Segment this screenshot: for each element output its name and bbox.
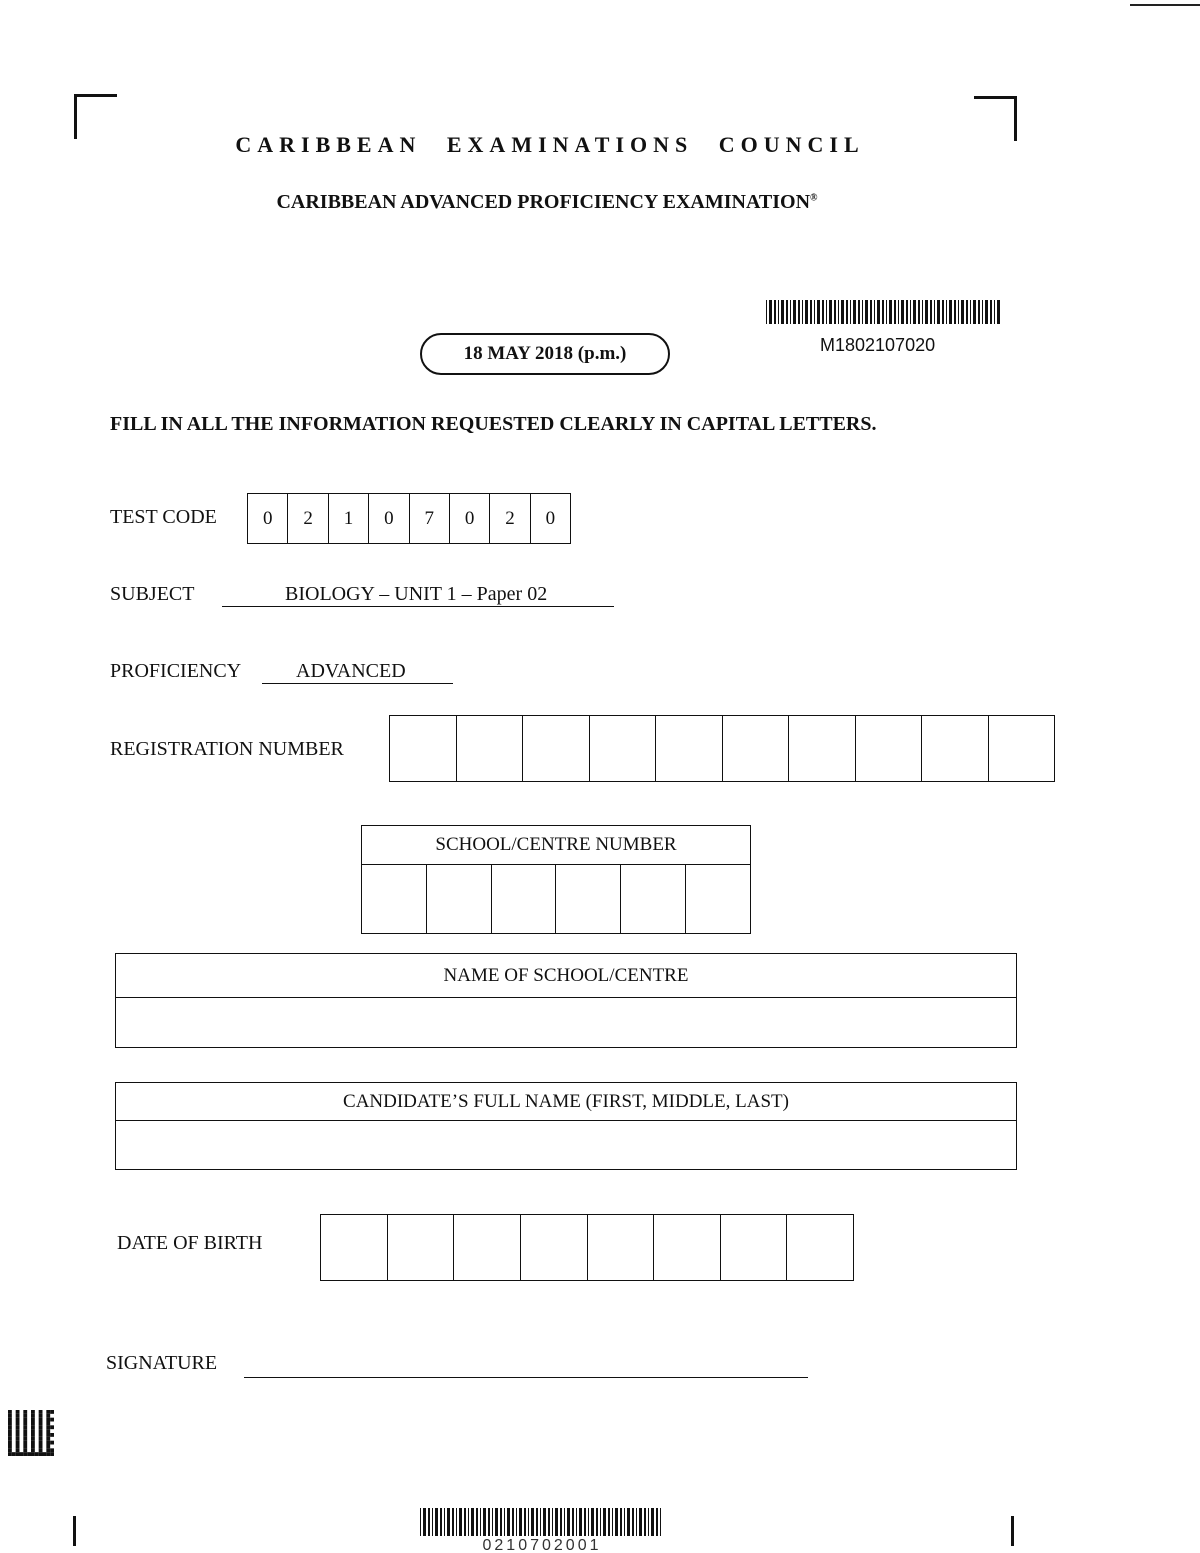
matrix-module <box>23 1448 27 1452</box>
test-code-label: TEST CODE <box>110 506 217 528</box>
scan-edge-line <box>1130 4 1200 6</box>
subject-value: BIOLOGY – UNIT 1 – Paper 02 <box>222 583 614 607</box>
barcode-bar <box>555 1508 558 1536</box>
matrix-module <box>39 1414 43 1418</box>
matrix-module <box>16 1422 20 1426</box>
matrix-module <box>50 1452 54 1456</box>
matrix-module <box>39 1425 43 1429</box>
school-name-field[interactable] <box>116 998 1016 1046</box>
barcode-bar <box>456 1508 457 1536</box>
registration-number-cell[interactable] <box>723 716 790 781</box>
barcode-bar <box>910 300 911 324</box>
barcode-bar <box>636 1508 637 1536</box>
barcode-bar <box>858 300 860 324</box>
proficiency-label: PROFICIENCY <box>110 660 242 682</box>
matrix-module <box>8 1448 12 1452</box>
matrix-module <box>46 1445 50 1449</box>
matrix-module <box>50 1425 54 1429</box>
barcode-bar <box>814 300 815 324</box>
barcode-bar <box>524 1508 526 1536</box>
barcode-bar <box>838 300 839 324</box>
barcode-bar <box>841 300 844 324</box>
barcode-bar <box>428 1508 430 1536</box>
exam-date-badge: 18 MAY 2018 (p.m.) <box>420 333 670 375</box>
matrix-module <box>39 1433 43 1437</box>
matrix-module <box>46 1422 50 1426</box>
matrix-module <box>39 1429 43 1433</box>
barcode-bar <box>639 1508 642 1536</box>
barcode-bar <box>970 300 971 324</box>
barcode-bar <box>898 300 899 324</box>
corner-mark-bottom-left <box>73 1516 76 1546</box>
test-code-digit: 0 <box>248 494 288 543</box>
matrix-module <box>8 1422 12 1426</box>
barcode-bar <box>922 300 923 324</box>
barcode-bar <box>500 1508 502 1536</box>
barcode-bar <box>660 1508 661 1536</box>
matrix-module <box>31 1425 35 1429</box>
barcode-bar <box>552 1508 553 1536</box>
matrix-module <box>8 1410 12 1414</box>
matrix-module <box>39 1452 43 1456</box>
matrix-module <box>31 1437 35 1441</box>
test-code-digit: 1 <box>329 494 369 543</box>
barcode-bar <box>949 300 952 324</box>
matrix-module <box>16 1425 20 1429</box>
registration-number-boxes <box>389 715 1055 782</box>
barcode-bar <box>579 1508 582 1536</box>
barcode-bar <box>468 1508 469 1536</box>
school-name-box <box>115 953 1017 1048</box>
matrix-module <box>8 1452 12 1456</box>
matrix-module <box>23 1445 27 1449</box>
barcode-bar <box>790 300 791 324</box>
date-of-birth-cell[interactable] <box>721 1215 788 1280</box>
barcode-bar <box>620 1508 622 1536</box>
barcode-bar <box>447 1508 450 1536</box>
signature-line[interactable] <box>244 1355 808 1378</box>
registered-mark: ® <box>810 192 818 204</box>
matrix-module <box>16 1418 20 1422</box>
matrix-module <box>23 1437 27 1441</box>
matrix-module <box>8 1445 12 1449</box>
matrix-module <box>8 1429 12 1433</box>
matrix-module <box>23 1433 27 1437</box>
barcode-bar <box>435 1508 438 1536</box>
barcode-bar <box>528 1508 529 1536</box>
barcode-bar <box>853 300 856 324</box>
registration-number-cell[interactable] <box>457 716 524 781</box>
barcode-bar <box>567 1508 570 1536</box>
barcode-bar <box>774 300 776 324</box>
barcode-bar <box>651 1508 654 1536</box>
school-name-label: NAME OF SCHOOL/CENTRE <box>116 954 1016 998</box>
barcode-bar <box>444 1508 445 1536</box>
barcode-bar <box>600 1508 601 1536</box>
barcode-bar <box>495 1508 498 1536</box>
barcode-bar <box>476 1508 478 1536</box>
proficiency-value: ADVANCED <box>262 660 453 684</box>
barcode-bar <box>946 300 947 324</box>
barcode-bar <box>452 1508 454 1536</box>
barcode-bar <box>870 300 872 324</box>
matrix-module <box>39 1418 43 1422</box>
matrix-module <box>8 1441 12 1445</box>
barcode-bar <box>834 300 836 324</box>
barcode-top <box>766 300 1002 324</box>
barcode-bar <box>882 300 884 324</box>
matrix-module <box>16 1414 20 1418</box>
barcode-bar <box>925 300 928 324</box>
barcode-bar <box>937 300 940 324</box>
barcode-bar <box>560 1508 562 1536</box>
barcode-bar <box>488 1508 490 1536</box>
matrix-module <box>8 1418 12 1422</box>
barcode-bar <box>612 1508 613 1536</box>
barcode-bar <box>978 300 980 324</box>
barcode-bar <box>769 300 772 324</box>
barcode-bar <box>817 300 820 324</box>
barcode-bar <box>822 300 824 324</box>
registration-number-cell[interactable] <box>656 716 723 781</box>
test-code-digit: 7 <box>410 494 450 543</box>
matrix-module <box>46 1410 50 1414</box>
matrix-module <box>43 1452 47 1456</box>
barcode-bar <box>512 1508 514 1536</box>
barcode-bar <box>420 1508 421 1536</box>
barcode-bar <box>786 300 788 324</box>
barcode-bar <box>990 300 992 324</box>
date-of-birth-cell[interactable] <box>521 1215 588 1280</box>
test-code-digit: 0 <box>369 494 409 543</box>
matrix-module <box>16 1410 20 1414</box>
barcode-bar <box>894 300 896 324</box>
registration-number-cell[interactable] <box>789 716 856 781</box>
matrix-module <box>46 1437 50 1441</box>
barcode-bar <box>584 1508 586 1536</box>
test-code-digit: 2 <box>490 494 530 543</box>
matrix-module <box>50 1448 54 1452</box>
registration-number-label: REGISTRATION NUMBER <box>110 738 344 760</box>
matrix-module <box>46 1429 50 1433</box>
barcode-bar <box>423 1508 426 1536</box>
matrix-module <box>39 1441 43 1445</box>
matrix-module <box>31 1445 35 1449</box>
barcode-bar <box>440 1508 442 1536</box>
matrix-module <box>39 1445 43 1449</box>
matrix-module <box>31 1414 35 1418</box>
date-of-birth-boxes <box>320 1214 854 1281</box>
matrix-module <box>35 1452 39 1456</box>
matrix-module <box>46 1414 50 1418</box>
registration-number-cell[interactable] <box>523 716 590 781</box>
school-centre-number-label: SCHOOL/CENTRE NUMBER <box>362 826 750 865</box>
barcode-bar <box>519 1508 522 1536</box>
barcode-bar <box>480 1508 481 1536</box>
barcode-bar <box>632 1508 634 1536</box>
matrix-module <box>31 1433 35 1437</box>
barcode-bar <box>906 300 908 324</box>
barcode-bar <box>913 300 916 324</box>
school-centre-number-cell[interactable] <box>686 865 750 933</box>
matrix-module <box>16 1448 20 1452</box>
registration-number-cell[interactable] <box>989 716 1055 781</box>
barcode-bottom <box>420 1508 664 1536</box>
barcode-bar <box>536 1508 538 1536</box>
barcode-bar <box>564 1508 565 1536</box>
barcode-bar <box>994 300 995 324</box>
matrix-module <box>39 1448 43 1452</box>
barcode-bar <box>973 300 976 324</box>
barcode-bar <box>483 1508 486 1536</box>
date-of-birth-label: DATE OF BIRTH <box>117 1232 263 1254</box>
matrix-module <box>31 1410 35 1414</box>
barcode-bar <box>596 1508 598 1536</box>
matrix-module <box>31 1441 35 1445</box>
barcode-bar <box>471 1508 474 1536</box>
matrix-module <box>39 1437 43 1441</box>
barcode-bar <box>942 300 944 324</box>
barcode-bar <box>464 1508 466 1536</box>
matrix-module <box>31 1429 35 1433</box>
matrix-module <box>46 1418 50 1422</box>
exam-name-heading: CARIBBEAN ADVANCED PROFICIENCY EXAMINATION® <box>276 191 818 213</box>
matrix-module <box>46 1441 50 1445</box>
barcode-bar <box>966 300 968 324</box>
barcode-bar <box>829 300 832 324</box>
test-code-boxes <box>247 493 571 544</box>
matrix-module <box>23 1410 27 1414</box>
fill-instruction: FILL IN ALL THE INFORMATION REQUESTED CLEARLY IN CAPITAL LETTERS. <box>110 413 877 435</box>
matrix-module <box>23 1425 27 1429</box>
barcode-bar <box>591 1508 594 1536</box>
datamatrix-code <box>8 1410 54 1456</box>
registration-number-cell[interactable] <box>856 716 923 781</box>
barcode-bar <box>492 1508 493 1536</box>
matrix-module <box>20 1452 24 1456</box>
matrix-module <box>16 1452 20 1456</box>
matrix-module <box>23 1452 27 1456</box>
school-centre-number-cell[interactable] <box>621 865 686 933</box>
date-of-birth-cell[interactable] <box>654 1215 721 1280</box>
matrix-module <box>12 1452 16 1456</box>
barcode-bar <box>507 1508 510 1536</box>
date-of-birth-cell[interactable] <box>588 1215 655 1280</box>
barcode-bar <box>572 1508 574 1536</box>
date-of-birth-cell[interactable] <box>388 1215 455 1280</box>
barcode-bar <box>576 1508 577 1536</box>
barcode-bar <box>846 300 848 324</box>
barcode-bar <box>886 300 887 324</box>
barcode-bar <box>543 1508 546 1536</box>
barcode-bar <box>954 300 956 324</box>
matrix-module <box>16 1429 20 1433</box>
matrix-module <box>16 1437 20 1441</box>
barcode-bar <box>608 1508 610 1536</box>
barcode-code-text: M1802107020 <box>820 335 936 355</box>
school-centre-number-cell[interactable] <box>427 865 492 933</box>
candidate-name-label: CANDIDATE’S FULL NAME (FIRST, MIDDLE, LAST) <box>116 1083 1016 1121</box>
barcode-bar <box>644 1508 646 1536</box>
barcode-bar <box>656 1508 658 1536</box>
barcode-bar <box>961 300 964 324</box>
barcode-bar <box>810 300 812 324</box>
matrix-module <box>8 1414 12 1418</box>
date-of-birth-cell[interactable] <box>787 1215 853 1280</box>
matrix-module <box>46 1433 50 1437</box>
barcode-bar <box>982 300 983 324</box>
candidate-name-field[interactable] <box>116 1121 1016 1169</box>
matrix-module <box>46 1452 50 1456</box>
barcode-bar <box>588 1508 589 1536</box>
test-code-digit: 0 <box>545 507 556 529</box>
school-centre-number-box <box>361 825 751 934</box>
matrix-module <box>50 1418 54 1422</box>
matrix-module <box>50 1410 54 1414</box>
barcode-bar <box>877 300 880 324</box>
barcode-bar <box>504 1508 505 1536</box>
barcode-bar <box>793 300 796 324</box>
barcode-bar <box>901 300 904 324</box>
school-centre-number-cell[interactable] <box>362 865 427 933</box>
barcode-bar <box>516 1508 517 1536</box>
matrix-module <box>46 1425 50 1429</box>
matrix-module <box>46 1448 50 1452</box>
matrix-module <box>31 1418 35 1422</box>
matrix-module <box>8 1437 12 1441</box>
barcode-bar <box>766 300 767 324</box>
barcode-bar <box>624 1508 625 1536</box>
date-of-birth-cell[interactable] <box>454 1215 521 1280</box>
matrix-module <box>23 1414 27 1418</box>
barcode-bar <box>540 1508 541 1536</box>
matrix-module <box>39 1422 43 1426</box>
barcode-bar <box>826 300 827 324</box>
barcode-bar <box>603 1508 606 1536</box>
council-heading: CARIBBEAN EXAMINATIONS COUNCIL <box>235 132 865 157</box>
footer-barcode-text: 0210702001 <box>482 1537 602 1553</box>
barcode-bar <box>805 300 808 324</box>
barcode-bar <box>531 1508 534 1536</box>
date-of-birth-cell[interactable] <box>321 1215 388 1280</box>
barcode-bar <box>615 1508 618 1536</box>
barcode-bar <box>874 300 875 324</box>
barcode-bar <box>781 300 784 324</box>
matrix-module <box>16 1441 20 1445</box>
barcode-bar <box>459 1508 462 1536</box>
barcode-bar <box>918 300 920 324</box>
matrix-module <box>23 1418 27 1422</box>
barcode-bar <box>958 300 959 324</box>
barcode-bar <box>889 300 892 324</box>
school-centre-number-cell[interactable] <box>492 865 557 933</box>
matrix-module <box>16 1445 20 1449</box>
matrix-module <box>23 1429 27 1433</box>
barcode-bar <box>778 300 779 324</box>
barcode-bar <box>985 300 988 324</box>
subject-label: SUBJECT <box>110 583 195 605</box>
matrix-module <box>27 1452 31 1456</box>
matrix-module <box>16 1433 20 1437</box>
matrix-module <box>23 1441 27 1445</box>
barcode-bar <box>930 300 932 324</box>
matrix-module <box>8 1433 12 1437</box>
matrix-module <box>8 1425 12 1429</box>
matrix-module <box>31 1448 35 1452</box>
barcode-bar <box>432 1508 433 1536</box>
barcode-bar <box>850 300 851 324</box>
barcode-bar <box>798 300 800 324</box>
matrix-module <box>50 1441 54 1445</box>
barcode-bar <box>862 300 863 324</box>
matrix-module <box>31 1452 35 1456</box>
registration-number-cell[interactable] <box>390 716 457 781</box>
school-centre-number-cells <box>362 865 750 933</box>
barcode-bar <box>627 1508 630 1536</box>
registration-number-cell[interactable] <box>590 716 657 781</box>
barcode-bar <box>865 300 868 324</box>
school-centre-number-cell[interactable] <box>556 865 621 933</box>
registration-number-cell[interactable] <box>922 716 989 781</box>
matrix-module <box>50 1433 54 1437</box>
corner-mark-bottom-right <box>1011 1516 1014 1546</box>
test-code-digit: 0 <box>450 494 490 543</box>
barcode-bar <box>802 300 803 324</box>
barcode-bar <box>997 300 1000 324</box>
matrix-module <box>39 1410 43 1414</box>
candidate-name-box <box>115 1082 1017 1170</box>
barcode-bar <box>648 1508 649 1536</box>
test-code-digit: 2 <box>288 494 328 543</box>
signature-label: SIGNATURE <box>106 1352 218 1374</box>
matrix-module <box>31 1422 35 1426</box>
barcode-bar <box>934 300 935 324</box>
barcode-bar <box>548 1508 550 1536</box>
matrix-module <box>23 1422 27 1426</box>
